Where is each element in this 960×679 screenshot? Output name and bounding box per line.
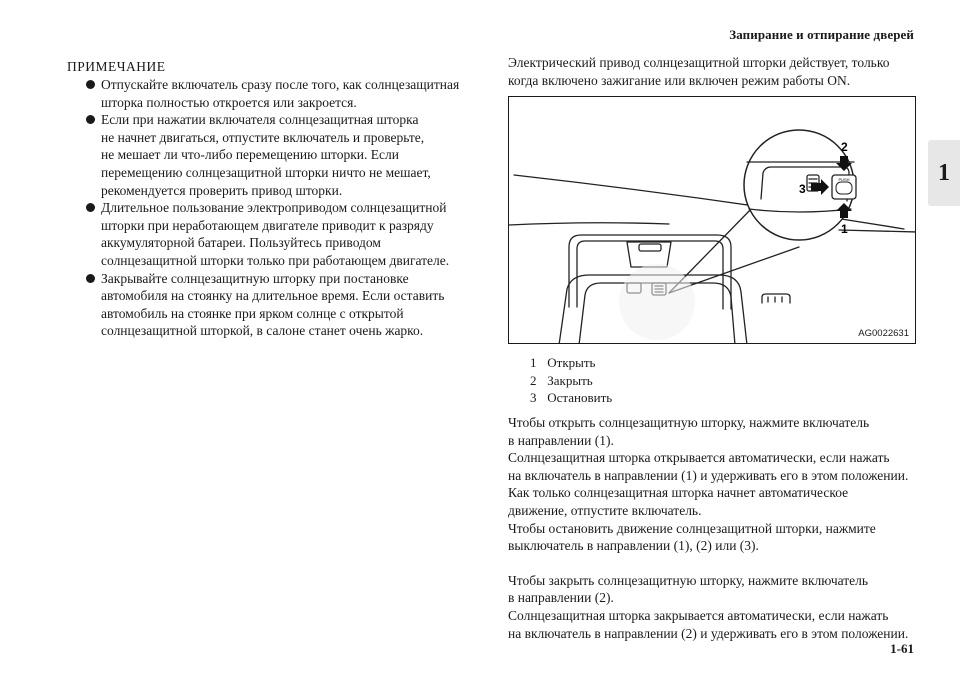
page-number: 1-61 <box>890 641 914 656</box>
callout-1: 1 <box>841 222 848 236</box>
sunshade-switch-figure <box>508 96 916 344</box>
note-line: солнцезащитной шторкой, в салоне станет очень жарко. <box>101 323 424 339</box>
mirror-mount-slot <box>639 244 661 251</box>
bullet-icon <box>86 203 95 212</box>
mirror-mount <box>627 242 671 267</box>
legend-number: 1 <box>530 355 537 370</box>
instruction-paragraphs <box>508 414 928 642</box>
note-line: шторка полностью откроется или закроется. <box>101 94 357 110</box>
note-line: автомобиль на стоянке при ярком солнце с открытой <box>101 305 404 321</box>
legend-number: 2 <box>530 372 537 388</box>
legend-number: 3 <box>530 390 537 406</box>
note-line: Закрывайте солнцезащитную шторку при постановке <box>101 270 409 286</box>
legend-text: Закрыть <box>547 372 593 388</box>
note-section <box>67 58 477 340</box>
note-line: шторки при неработающем двигателе приводит к разряду <box>101 217 434 233</box>
watermark-circle <box>619 264 695 340</box>
intro-text <box>508 54 920 89</box>
figure-code: AG0022631 <box>858 328 909 339</box>
note-line: автомобиля на стоянку на длительное время. Если оставить <box>101 288 445 304</box>
note-item <box>67 270 477 340</box>
legend-item <box>530 389 612 407</box>
grab-handle <box>762 294 790 303</box>
paragraph-line: выключатель в направлении (1), (2) или (3). <box>508 538 759 554</box>
figure-legend <box>530 354 612 407</box>
paragraph-line: Чтобы остановить движение солнцезащитной шторки, нажмите <box>508 520 876 536</box>
note-line: Если при нажатии включателя солнцезащитная шторка <box>101 112 419 128</box>
note-line: аккумуляторной батареи. Пользуйтесь приводом <box>101 235 381 251</box>
note-line: перемещению солнцезащитной шторки ничто не мешает, <box>101 164 431 180</box>
paragraph-line: на включатель в направлении (1) и удерживать его в этом положении. <box>508 467 909 483</box>
paragraph-line: движение, отпустите включатель. <box>508 502 702 518</box>
page-header-title: Запирание и отпирание дверей <box>729 27 914 42</box>
bullet-icon <box>86 115 95 124</box>
intro-paragraph <box>508 54 920 89</box>
note-line: не мешает ли что-либо перемещению шторки. Если <box>101 147 399 163</box>
chapter-tab <box>928 140 960 206</box>
note-title: ПРИМЕЧАНИЕ <box>67 59 166 74</box>
note-item <box>67 76 477 111</box>
paragraph-line: в направлении (1). <box>508 432 614 448</box>
callout-2: 2 <box>841 140 848 154</box>
callout-3: 3 <box>799 182 806 196</box>
switch-push-label: PUSH <box>838 177 850 182</box>
paragraph-line: на включатель в направлении (2) и удерживать его в этом положении. <box>508 625 909 641</box>
note-item <box>67 111 477 199</box>
legend-text: Остановить <box>547 390 613 406</box>
bullet-icon <box>86 80 95 89</box>
paragraph-gap <box>508 555 928 572</box>
paragraph-line: Как только солнцезащитная шторка начнет автоматическое <box>508 485 849 501</box>
headliner-line <box>839 230 916 232</box>
bullet-icon <box>86 274 95 283</box>
note-line: Длительное пользование электроприводом солнцезащитной <box>101 200 447 216</box>
paragraph-line: Чтобы закрыть солнцезащитную шторку, нажмите включатель <box>508 572 869 588</box>
note-line: не начнет двигаться, отпустите включатель и проверьте, <box>101 129 425 145</box>
note-line: солнцезащитной шторки только при работающем двигателе. <box>101 252 450 268</box>
headliner-line <box>509 223 669 225</box>
paragraph-line: в направлении (2). <box>508 590 614 606</box>
intro-line: когда включено зажигание или включен режим работы ON. <box>508 72 851 88</box>
paragraph-line: Солнцезащитная шторка открывается автоматически, если нажать <box>508 450 890 466</box>
legend-text: Открыть <box>547 355 596 370</box>
note-list <box>67 76 477 340</box>
intro-line: Электрический привод солнцезащитной шторки действует, только <box>508 55 890 70</box>
overhead-console-illustration <box>509 97 916 344</box>
legend-item <box>530 372 612 390</box>
legend-item <box>530 354 612 372</box>
note-line: Отпускайте включатель сразу после того, как солнцезащитная <box>101 77 460 92</box>
note-line: рекомендуется проверить привод шторки. <box>101 182 343 198</box>
chapter-number: 1 <box>938 159 950 186</box>
paragraph-line: Чтобы открыть солнцезащитную шторку, нажмите включатель <box>508 415 870 430</box>
note-item <box>67 199 477 269</box>
paragraph-line: Солнцезащитная шторка закрывается автоматически, если нажать <box>508 607 889 623</box>
